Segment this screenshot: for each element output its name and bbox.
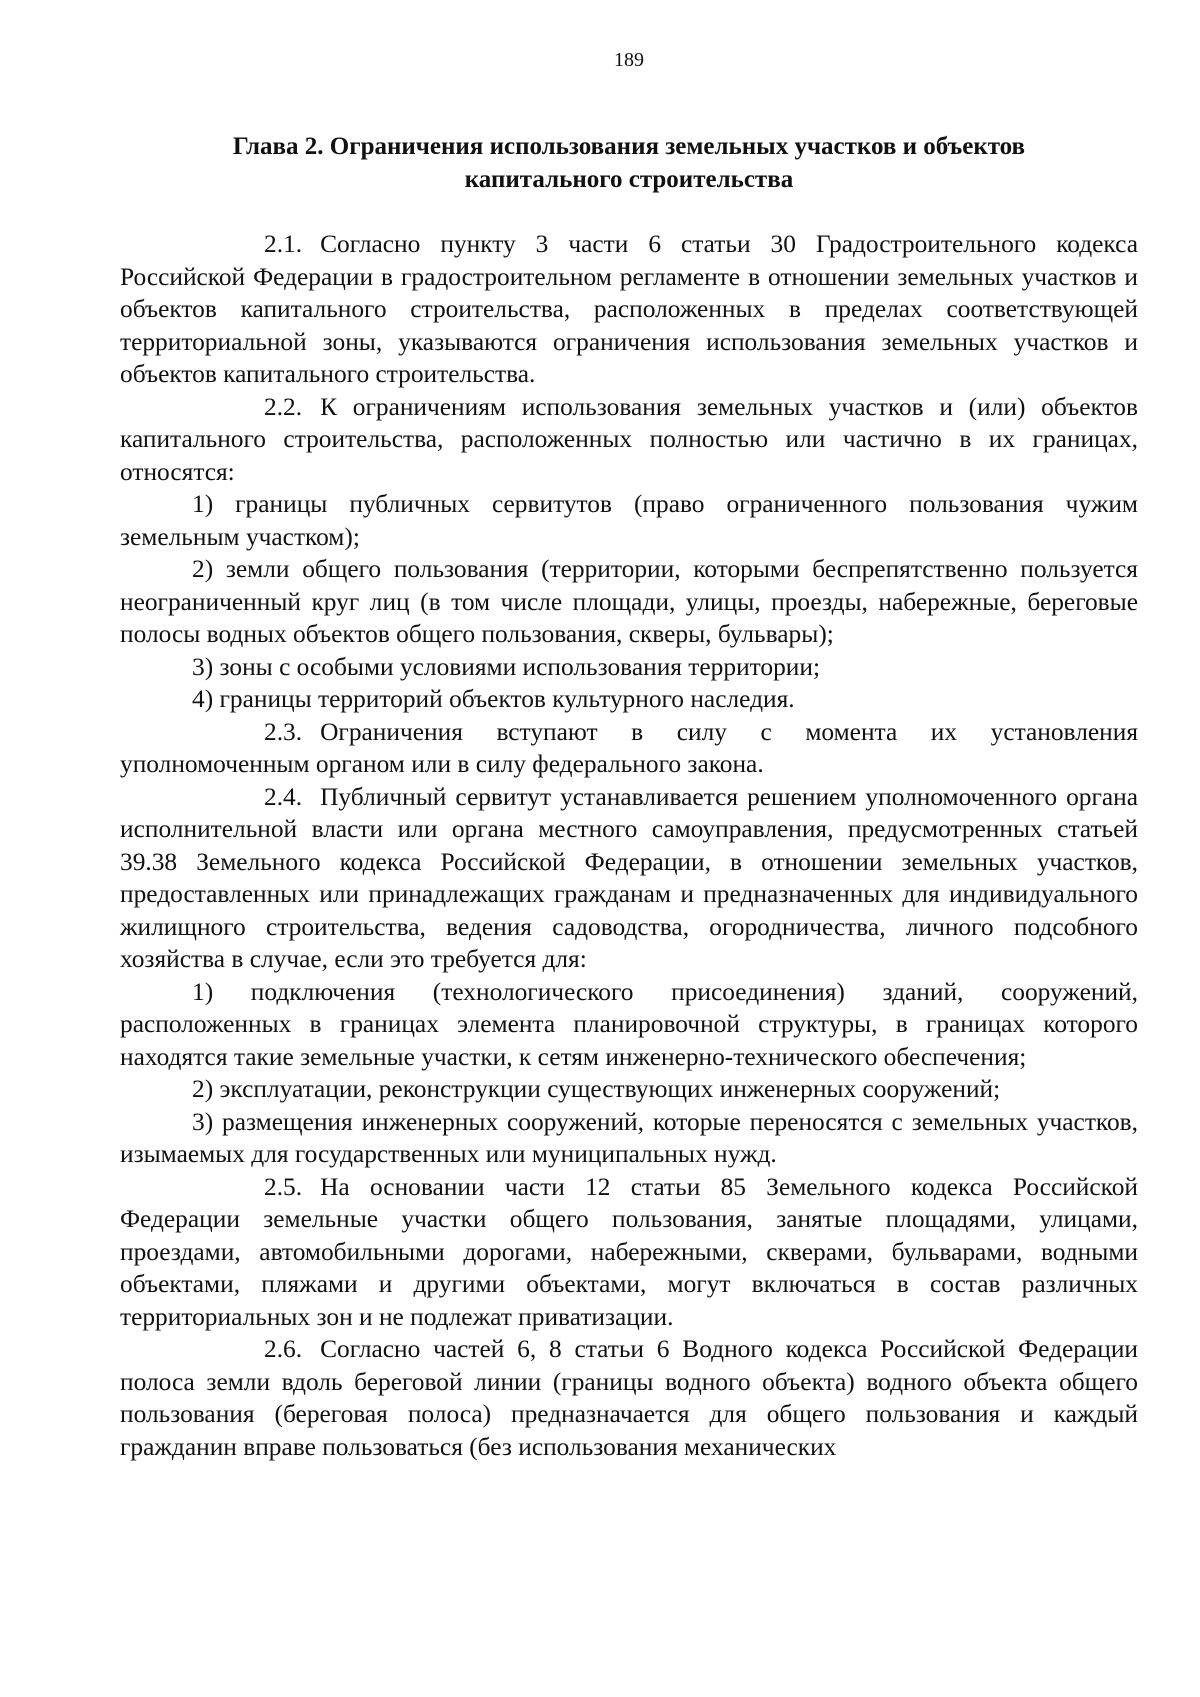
paragraph-text: 1) границы публичных сервитутов (право ограниченного пользования чужим земельным участком); <box>120 490 1138 551</box>
paragraph-number: 2.1. <box>264 230 303 258</box>
paragraph-text: 3) зоны с особыми условиями использования территории; <box>192 652 821 681</box>
paragraph-text: 3) размещения инженерных сооружений, которые переносятся с земельных участков, изымаемых для государственных или муниципальных нужд. <box>120 1107 1138 1168</box>
paragraph-number: 2.2. <box>264 392 303 421</box>
paragraph-text: 2) эксплуатации, реконструкции существующих инженерных сооружений; <box>192 1075 1001 1103</box>
document-page <box>120 0 1138 1697</box>
paragraph-text: К ограничениям использования земельных участков и (или) объектов капитального строительства, расположенных полностью или частично в их границах, относятся: <box>120 392 1138 486</box>
chapter-title <box>120 130 1138 196</box>
paragraph-2-4 <box>120 781 1138 976</box>
paragraph-2-2 <box>120 391 1138 489</box>
list-item-2-4-1 <box>120 976 1138 1074</box>
paragraph-text: На основании части 12 статьи 85 Земельного кодекса Российской Федерации земельные участки общего пользования, занятые площадями, улицами, проездами, автомобильными дорогами, набережными, скверами, бульварами, водными объектами, пляжами и другими объектами, могут включаться в состав различных территориальных зон и не подлежат приватизации. <box>120 1172 1138 1331</box>
list-item-2-4-2 <box>120 1073 1138 1106</box>
paragraph-2-1 <box>120 228 1138 391</box>
list-item-2-2-4 <box>120 683 1138 716</box>
paragraph-number: 2.4. <box>264 782 303 811</box>
paragraph-text: Согласно частей 6, 8 статьи 6 Водного кодекса Российской Федерации полоса земли вдоль береговой линии (границы водного объекта) водного объекта общего пользования (береговая полоса) предназначается для общего пользования и каждый гражданин вправе пользоваться (без использования механических <box>120 1335 1138 1461</box>
chapter-title-line-1: Глава 2. Ограничения использования земельных участков и объектов <box>232 133 1026 160</box>
paragraph-text: Согласно пункту 3 части 6 статьи 30 Градостроительного кодекса Российской Федерации в градостроительном регламенте в отношении земельных участков и объектов капитального строительства, расположенных в пределах соответствующей территориальной зоны, указываются ограничения использования земельных участков и объектов капитального строительства. <box>120 230 1138 388</box>
paragraph-text: 2) земли общего пользования (территории, которыми беспрепятственно пользуется неограниченный круг лиц (в том числе площади, улицы, проезды, набережные, береговые полосы водных объектов общего пользования, скверы, бульвары); <box>120 555 1138 648</box>
paragraph-number: 2.3. <box>264 717 303 746</box>
paragraph-text: 4) границы территорий объектов культурного наследия. <box>192 685 795 713</box>
page-number: 189 <box>614 49 644 71</box>
list-item-2-2-1 <box>120 488 1138 553</box>
document-body <box>120 228 1138 1463</box>
list-item-2-2-3 <box>120 651 1138 684</box>
paragraph-2-3 <box>120 716 1138 781</box>
paragraph-2-5 <box>120 1171 1138 1334</box>
paragraph-text: 1) подключения (технологического присоединения) зданий, сооружений, расположенных в границах элемента планировочной структуры, в границах которого находятся такие земельные участки, к сетям инженерно-технического обеспечения; <box>120 977 1138 1071</box>
paragraph-2-6 <box>120 1333 1138 1463</box>
chapter-title-line-2: капитального строительства <box>464 166 794 193</box>
list-item-2-4-3 <box>120 1106 1138 1171</box>
paragraph-text: Ограничения вступают в силу с момента их установления уполномоченным органом или в силу федерального закона. <box>120 717 1138 778</box>
paragraph-text: Публичный сервитут устанавливается решением уполномоченного органа исполнительной власти или органа местного самоуправления, предусмотренных статьей 39.38 Земельного кодекса Российской Федерации, в отношении земельных участков, предоставленных или принадлежащих гражданам и предназначенных для индивидуального жилищного строительства, ведения садоводства, огородничества, личного подсобного хозяйства в случае, если это требуется для: <box>120 782 1138 973</box>
list-item-2-2-2 <box>120 553 1138 651</box>
paragraph-number: 2.5. <box>264 1172 303 1201</box>
paragraph-number: 2.6. <box>264 1335 303 1363</box>
